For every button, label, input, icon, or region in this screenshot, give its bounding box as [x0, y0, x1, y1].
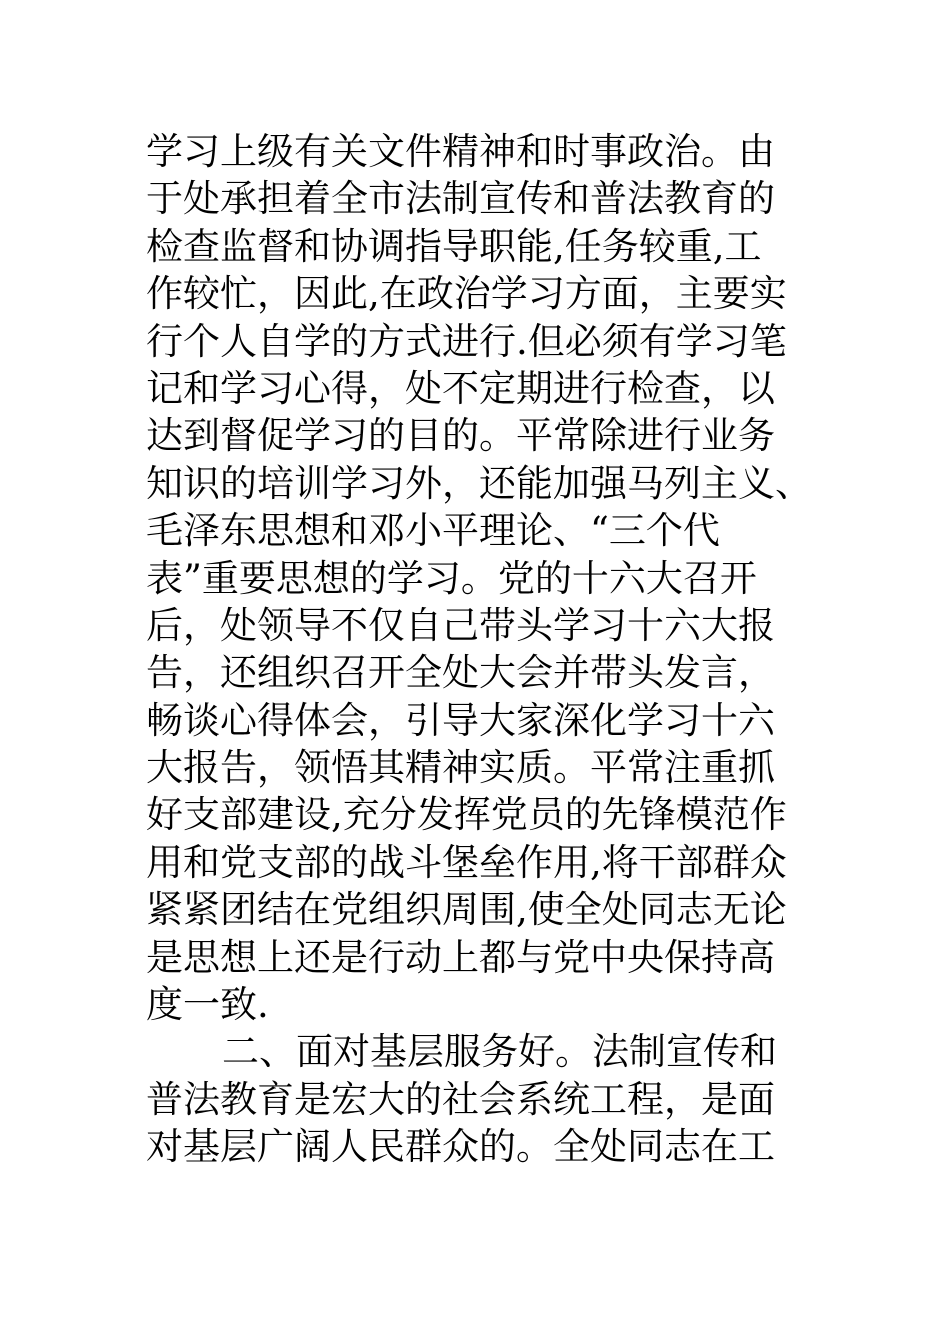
text-line-8: 知识的培训学习外，还能加强马列主义、: [146, 461, 812, 505]
text-line-7: 达到督促学习的目的。平常除进行业务: [146, 414, 775, 458]
text-line-22: 对基层广阔人民群众的。全处同志在工: [146, 1125, 775, 1169]
text-line-16: 用和党支部的战斗堡垒作用,将干部群众: [146, 840, 787, 884]
text-line-19: 度一致.: [146, 983, 269, 1027]
text-line-21: 普法教育是宏大的社会系统工程，是面: [146, 1077, 775, 1121]
text-line-15: 好支部建设,充分发挥党员的先锋模范作: [146, 793, 787, 837]
text-line-3: 检查监督和协调指导职能,任务较重,工: [146, 224, 762, 268]
text-line-17: 紧紧团结在党组织周围,使全处同志无论: [146, 888, 787, 932]
text-line-4: 作较忙，因此,在政治学习方面，主要实: [146, 272, 787, 316]
document-body: [146, 128, 826, 1171]
text-line-6: 记和学习心得，处不定期进行检查，以: [146, 366, 775, 410]
text-line-18: 是思想上还是行动上都与党中央保持高: [146, 935, 775, 979]
text-line-1: 学习上级有关文件精神和时事政治。由: [146, 130, 775, 173]
text-line-2: 于处承担着全市法制宣传和普法教育的: [146, 177, 775, 221]
text-line-5: 行个人自学的方式进行.但必须有学习笔: [146, 319, 787, 363]
text-line-9: 毛泽东思想和邓小平理论、“三个代: [146, 509, 720, 553]
text-line-14: 大报告，领悟其精神实质。平常注重抓: [146, 746, 775, 790]
text-line-12: 告，还组织召开全处大会并带头发言，: [146, 651, 775, 695]
text-line-10: 表”重要思想的学习。党的十六大召开: [146, 556, 757, 600]
text-line-13: 畅谈心得体会，引导大家深化学习十六: [146, 698, 775, 742]
text-line-11: 后，处领导不仅自己带头学习十六大报: [146, 603, 775, 647]
text-line-20: 二、面对基层服务好。法制宣传和: [222, 1030, 777, 1074]
